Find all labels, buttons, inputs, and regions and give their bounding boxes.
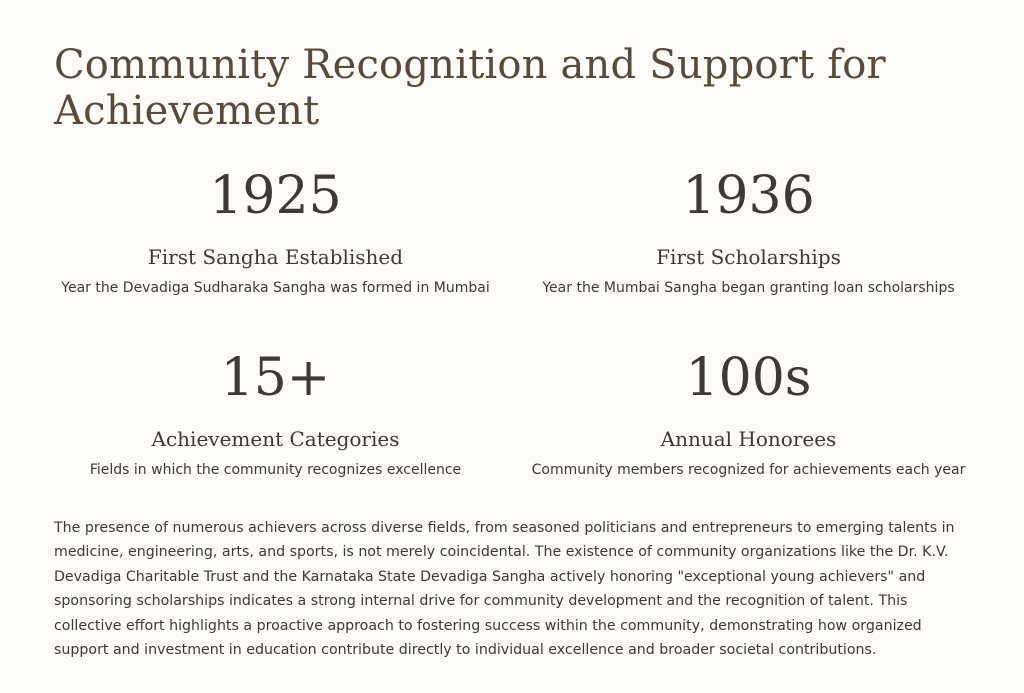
stat-label: First Scholarships	[656, 245, 841, 269]
page-title: Community Recognition and Support for Achievement	[54, 42, 886, 134]
stat-value: 1936	[682, 166, 815, 226]
stat-card-annual-honorees	[527, 348, 970, 530]
stat-value: 1925	[209, 166, 342, 226]
stat-card-first-scholarships	[527, 166, 970, 348]
stat-value: 15+	[220, 348, 331, 408]
stat-description: Community members recognized for achievements each year	[531, 462, 966, 478]
stat-description: Fields in which the community recognizes excellence	[89, 462, 462, 478]
stat-card-achievement-categories	[54, 348, 497, 530]
stats-grid	[54, 166, 970, 530]
stat-description: Year the Devadiga Sudharaka Sangha was formed in Mumbai	[61, 280, 490, 296]
stat-label: Annual Honorees	[660, 427, 837, 451]
body-paragraph: The presence of numerous achievers across diverse fields, from seasoned politicians and entrepreneurs to emerging talents in medicine, engineering, arts, and sports, is not merely coincidental. The existence of community organizations like the Dr. K.V. Devadiga Charitable Trust and the Karnataka State Devadiga Sangha actively honoring "exceptional young achievers" and sponsoring scholarships indicates a strong internal drive for community development and the recognition of talent. This collective effort highlights a proactive approach to fostering success within the community, demonstrating how organized support and investment in education contribute directly to individual excellence and broader societal contributions.	[54, 520, 955, 659]
stat-value: 100s	[685, 348, 812, 408]
stat-description: Year the Mumbai Sangha began granting loan scholarships	[542, 280, 955, 296]
stat-card-first-sangha	[54, 166, 497, 348]
stat-label: First Sangha Established	[147, 245, 404, 269]
stat-label: Achievement Categories	[151, 427, 400, 451]
